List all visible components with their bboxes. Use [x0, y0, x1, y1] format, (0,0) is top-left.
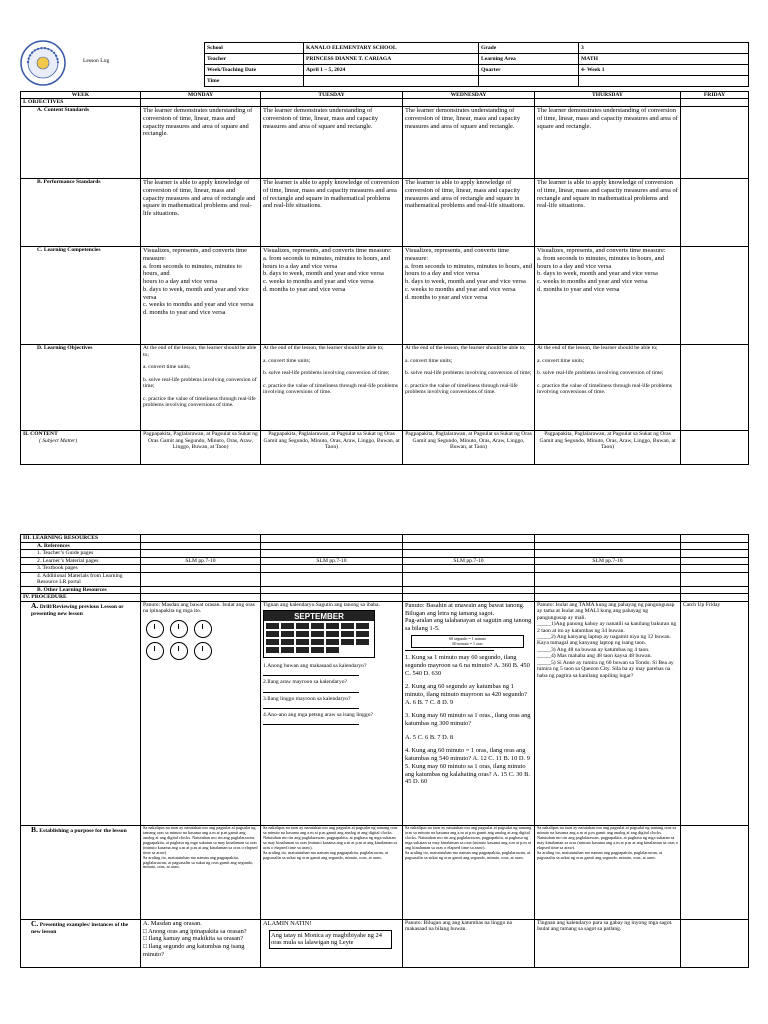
drill-thu: Panuto: Isulat ang TAMA kung ang pahayag ng pangungusap ay tama at Isulat ang MALI kung ang pahayag ng pangungusap ay mali. _____1)Ang panong kahoy ay nanatili sa kanilang bakuran ng 2 taon at ito ay katumbas ng 34 buwan. _____2) Ang kanyang laptop ay nagamit niya ng 12 buwan. Kaya tumagal ang kanyang laptop ng isang taon. _____3) Ang 48 na buwan ay katumbas ng 4 taon. _____4) Mas mahaba ang 48 taon kaysa 48 buwan. _____5) Si Anne ay tumira ng 60 buwan sa Tondo. Si Bea ay tumira ng 5 taon sa Quezon City. Sila ba ay may parehas na haba ng pagtira sa kanilang napiling lugar?: [535, 601, 681, 825]
learning-objectives-label: D. Learning Objectives: [21, 345, 141, 431]
grade-label: Grade: [479, 43, 579, 54]
tg-pages-label: 1. Teacher’s Guide pages: [21, 550, 141, 557]
purpose-tue: Sa nakalipas na taon ay natutuhan mo ang pagsulat at pagsulat ng tamang oras sa minuto na kasama ang a.m at p.m gamit ang analog at ang digital clocks. Natutuhan mo rin ang paglalarawan, pagpapakita, at pagbasa ng mga sukatan sa may kinalaman sa oras (minuto kasama ang a.m at p.m at ang kinalaman sa oras o elapsed time sa araw). Sa araling ito, matututuhan mo naman ang pagpapakita, paglalarawan, at pagsasalin sa sukat ng oras gamit ang segundo, minuto, oras, at araw.: [261, 825, 403, 919]
competency-tue: Visualizes, represents, and converts time measure: a. from seconds to minutes, minutes to hours, and hours to a day and vice versa b. days to week, month and year and vice versa c. weeks to months and year and vice versa d. months to year and vice versa: [261, 247, 403, 345]
content-thu: Pagpapakita, Paglalarawan, at Pagsulat sa Sukat ng Oras Gamit ang Segundo, Minuto, Oras, Araw, Linggo, Buwan, at Taon): [535, 431, 681, 465]
purpose-wed: Sa nakalipas na taon ay natutuhan mo ang pagsulat at pagsulat ng tamang oras sa minuto na kasama ang a.m at p.m gamit ang analog at ang digital clocks. Natutuhan mo rin ang paglalarawan, pagpapakita, at pagbasa ng mga sukatan sa may kinalaman sa oras (minuto kasama ang a.m at p.m at ang kinalaman sa oras o elapsed time sa araw). Sa araling ito, matututuhan mo naman ang pagpapakita, paglalarawan, at pagsasalin sa sukat ng oras gamit ang segundo, minuto, oras, at araw.: [403, 825, 535, 919]
perf-std-thu: The learner is able to apply knowledge of conversion of time, linear, mass and capacity measures and area of rectangle and square in mathematical problems and real-life situations.: [535, 179, 681, 247]
competency-mon: Visualizes, represents, and converts time measure: a. from seconds to minutes, minutes to hours, and hours to a day and vice versa b. days to week, month and year and vice versa c. weeks to months and year and vice versa d. months to year and vice versa: [141, 247, 261, 345]
objectives-mon: At the end of the lesson, the learner should be able to; a. convert time units; b. solve real-life problems involving conversion of time; c. practice the value of timeliness through real-life problems involving conversions of time.: [141, 345, 261, 431]
col-week: WEEK: [21, 92, 141, 99]
content-label: II. CONTENT ( Subject Matter): [21, 431, 141, 465]
content-std-thu: The learner demonstrates understanding of conversion of time, linear, mass and capacity measures and area of square and rectangle.: [535, 107, 681, 179]
procedure-heading: IV. PROCEDURE: [21, 593, 141, 601]
content-std-mon: The learner demonstrates understanding of conversion of time, linear, mass and capacity measures and area of square and rectangle.: [141, 107, 261, 179]
calendar-image: [263, 610, 375, 658]
objectives-tue: At the end of the lesson, the learner should be able to; a. convert time units; b. solve real-life problems involving conversion of time; c. practice the value of timeliness through real-life problems involving conversions of time.: [261, 345, 403, 431]
week-label: Week/Teaching Date: [205, 65, 304, 76]
presenting-tue: ALAMIN NATIN! Ang tatay ni Monica ay magbibiyahe ng 24 oras mula sa lalawigan ng Leyte: [261, 919, 403, 967]
col-tuesday: TUESDAY: [261, 92, 403, 99]
slm-thu: SLM pp.7-10: [535, 557, 681, 564]
content-std-tue: The learner demonstrates understanding of conversion of time, linear, mass and capacity measures and area of square and rectangle.: [261, 107, 403, 179]
objectives-table: [20, 91, 749, 465]
story-box: Ang tatay ni Monica ay magbibiyahe ng 24 oras mula sa lalawigan ng Leyte: [269, 930, 392, 949]
clock-icon: [170, 620, 188, 638]
col-wednesday: WEDNESDAY: [403, 92, 535, 99]
area-label: Learning Area: [479, 54, 579, 65]
additional-materials-label: 4. Additional Materials from Learning Resource LR portal: [21, 572, 141, 586]
col-friday: FRIDAY: [681, 92, 749, 99]
svg-text:SEPTEMBER: SEPTEMBER: [294, 612, 344, 622]
performance-standards-label: B. Performance Standards: [21, 179, 141, 247]
perf-std-tue: The learner is able to apply knowledge of conversion of time, linear, mass and capacity measures and area of rectangle and square in mathematical problems and real-life situations.: [261, 179, 403, 247]
perf-std-mon: The learner is able to apply knowledge of conversion of time, linear, mass and capacity measures and area of rectangle and square in mathematical problems and real-life situations.: [141, 179, 261, 247]
content-std-wed: The learner demonstrates understanding of conversion of time, linear, mass and capacity measures and area of square and rectangle.: [403, 107, 535, 179]
header-table: [204, 42, 749, 87]
clock-icon: [146, 620, 164, 638]
teacher-label: Teacher: [205, 54, 304, 65]
presenting-thu: Tingnan ang kalendaryo para sa gabay ng inyong mga sagot. Isulat ang tamang sa sagot sa patlang.: [535, 919, 681, 967]
lm-pages-label: 2. Learner’s Material pages: [21, 557, 141, 564]
col-thursday: THURSDAY: [535, 92, 681, 99]
drill-wed: Panuto: Basahin at unawain ang bawat tanong. Bilugan ang letra ng tamang sagot. Pag-aralan ang talahanayan at sagutin ang tanong sa bilang 1-5. 60 segundo = 1 minuto 60 minuto = 1 oras 1. Kung sa 1 minuto may 60 segundo, ilang segundo mayroon sa 6 na minuto? A. 360 B. 450 C. 540 D. 630 2. Kung ang 60 segundo ay katumbas ng 1 minuto, ilang minuto mayroon sa 420 segundo? A. 6 B. 7 C. 8 D. 9 3. Kung may 60 minuto sa 1 oras., ilang oras ang katumbas ng 300 minuto? A. 5 C. 6 B. 7 D. 8 4. Kung ang 60 minuto = 1 oras, ilang oras ang katumbas ng 540 minuto? A. 12 C. 11 B. 10 D. 9 5. Kung may 60 minuto sa 1 oras, ilang minuto ang katumbas ng kalahating oras? A. 15 C. 30 B. 45 D. 60: [403, 601, 535, 825]
purpose-thu: Sa nakalipas na taon ay natutuhan mo ang pagsulat at pagsulat ng tamang oras sa minuto na kasama ang a.m at p.m gamit ang analog at ang digital clocks. Natutuhan mo rin ang paglalarawan, pagpapakita, at pagbasa ng mga sukatan sa may kinalaman sa oras (minuto kasama ang a.m at p.m at ang kinalaman sa oras o elapsed time sa araw). Sa araling ito, matututuhan mo naman ang pagpapakita, paglalarawan, at pagsasalin sa sukat ng oras gamit ang segundo, minuto, oras, at araw.: [535, 825, 681, 919]
procedure-table: [20, 534, 749, 968]
other-resources-label: B. Other Learning Resources: [21, 586, 141, 593]
quarter-label: Quarter: [479, 65, 579, 76]
drill-fri: Catch Up Friday: [681, 601, 749, 825]
perf-std-wed: The learner is able to apply knowledge of conversion of time, linear, mass and capacity measures and area of rectangle and square in mathematical problems and real-life situations.: [403, 179, 535, 247]
learning-competencies-label: C. Learning Competencies: [21, 247, 141, 345]
quarter-value: 4- Week 1: [579, 65, 749, 76]
presenting-wed: Panuto: Bilugan ang ang katumbas na linggo na makasaad na bilang buwan.: [403, 919, 535, 967]
clock-icon: [194, 642, 212, 660]
week-value: April 1 – 5, 2024: [304, 65, 479, 76]
competency-wed: Visualizes, represents, and converts time measure: a. from seconds to minutes, minutes to hours, and hours to a day and vice versa b. days to week, month and year and vice versa c. weeks to months and year and vice versa d. months to year and vice versa: [403, 247, 535, 345]
content-mon: Pagpapakita, Paglalarawan, at Pagsulat sa Sukat ng Oras Gamit ang Segundo, Minuto, Oras, Araw, Linggo, Buwan, at Taon): [141, 431, 261, 465]
clock-grid: [143, 619, 258, 664]
slm-mon: SLM pp.7-10: [141, 557, 261, 564]
clock-icon: [194, 620, 212, 638]
references-label: A. References: [21, 543, 141, 550]
purpose-mon: Sa nakalipas na taon ay natutuhan mo ang pagsulat at pagsulat ng tamang oras sa minuto na kasama ang a.m at p.m gamit ang analog at ang digital clocks. Natutuhan mo rin ang paglalarawan, pagpapakita, at pagbasa ng mga sukatan sa may kinalaman sa oras (minuto kasama ang a.m at p.m at ang kinalaman sa oras o elapsed time sa araw). Sa araling ito, matututuhan mo naman ang pagpapakita, paglalarawan, at pagsasalin sa sukat ng oras gamit ang segundo, minuto, oras, at araw.: [141, 825, 261, 919]
presenting-mon: A. Masdan ang orasan. □ Anong oras ang ipinapakita sa orasan? □ Ilang kamay ang makikita sa orasan? □ Ilang segundo ang katumbas ng isang minuto?: [141, 919, 261, 967]
area-value: MATH: [579, 54, 749, 65]
purpose-label: B. Establishing a purpose for the lesson: [21, 825, 141, 919]
clock-icon: [170, 642, 188, 660]
competency-thu: Visualizes, represents, and converts time measure: a. from seconds to minutes, minutes to hours, and hours to a day and vice versa b. days to week, month and year and vice versa c. weeks to months and year and vice versa d. months to year and vice versa: [535, 247, 681, 345]
content-wed: Pagpapakita, Paglalarawan, at Pagsulat sa Sukat ng Oras Gamit ang Segundo, Minuto, Oras, Araw, Linggo, Buwan, at Taon): [403, 431, 535, 465]
clock-icon: [146, 642, 164, 660]
slm-wed: SLM pp.7-10: [403, 557, 535, 564]
school-value: KANALO ELEMENTARY SCHOOL: [304, 43, 479, 54]
content-standards-label: A. Content Standards: [21, 107, 141, 179]
textbook-pages-label: 3. Textbook pages: [21, 565, 141, 572]
drill-label: A. Drill/Reviewing previous Lesson or presenting new lesson: [21, 601, 141, 825]
objectives-heading: I. OBJECTIVES: [21, 99, 141, 107]
school-label: School: [205, 43, 304, 54]
drill-tue: Tignan ang kalendaryo.Sagutin ang tanong sa ibaba. SEPTEMBER 1.Anong buwan ang makasaad sa kalendaryo? 2.Ilang araw mayroon sa kalendaryo? 3.Ilang linggo mayroon sa kalendaryo? 4.Ano-ano ang mga petsng araw sa isang linggo?: [261, 601, 403, 825]
slm-tue: SLM pp.7-10: [261, 557, 403, 564]
objectives-thu: At the end of the lesson, the learner should be able to; a. convert time units; b. solve real-life problems involving conversion of time; c. practice the value of timeliness through real-life problems involving conversions of time.: [535, 345, 681, 431]
teacher-value: PRINCESS DIANNE T. CARIAGA: [304, 54, 479, 65]
presenting-label: C. Presenting examples/ instances of the new lesson: [21, 919, 141, 967]
time-label: Time: [205, 76, 304, 87]
grade-value: 3: [579, 43, 749, 54]
drill-mon: Panuto: Masdan ang bawat orasan. Isulat ang oras na ipinapakita ng mga ito.: [141, 601, 261, 825]
resources-heading: III. LEARNING RESOURCES: [21, 535, 141, 543]
objectives-wed: At the end of the lesson, the learner should be able to; a. convert time units; b. solve real-life problems involving conversion of time; c. practice the value of timeliness through real-life problems involving conversions of time.: [403, 345, 535, 431]
col-monday: MONDAY: [141, 92, 261, 99]
content-tue: Pagpapakita, Paglalarawan, at Pagsulat sa Sukat ng Oras Gamit ang Segundo, Minuto, Oras, Araw, Linggo, Buwan, at Taon): [261, 431, 403, 465]
conversion-table-box: 60 segundo = 1 minuto 60 minuto = 1 oras: [411, 635, 524, 649]
lesson-log-title: Lesson Log: [83, 58, 110, 64]
